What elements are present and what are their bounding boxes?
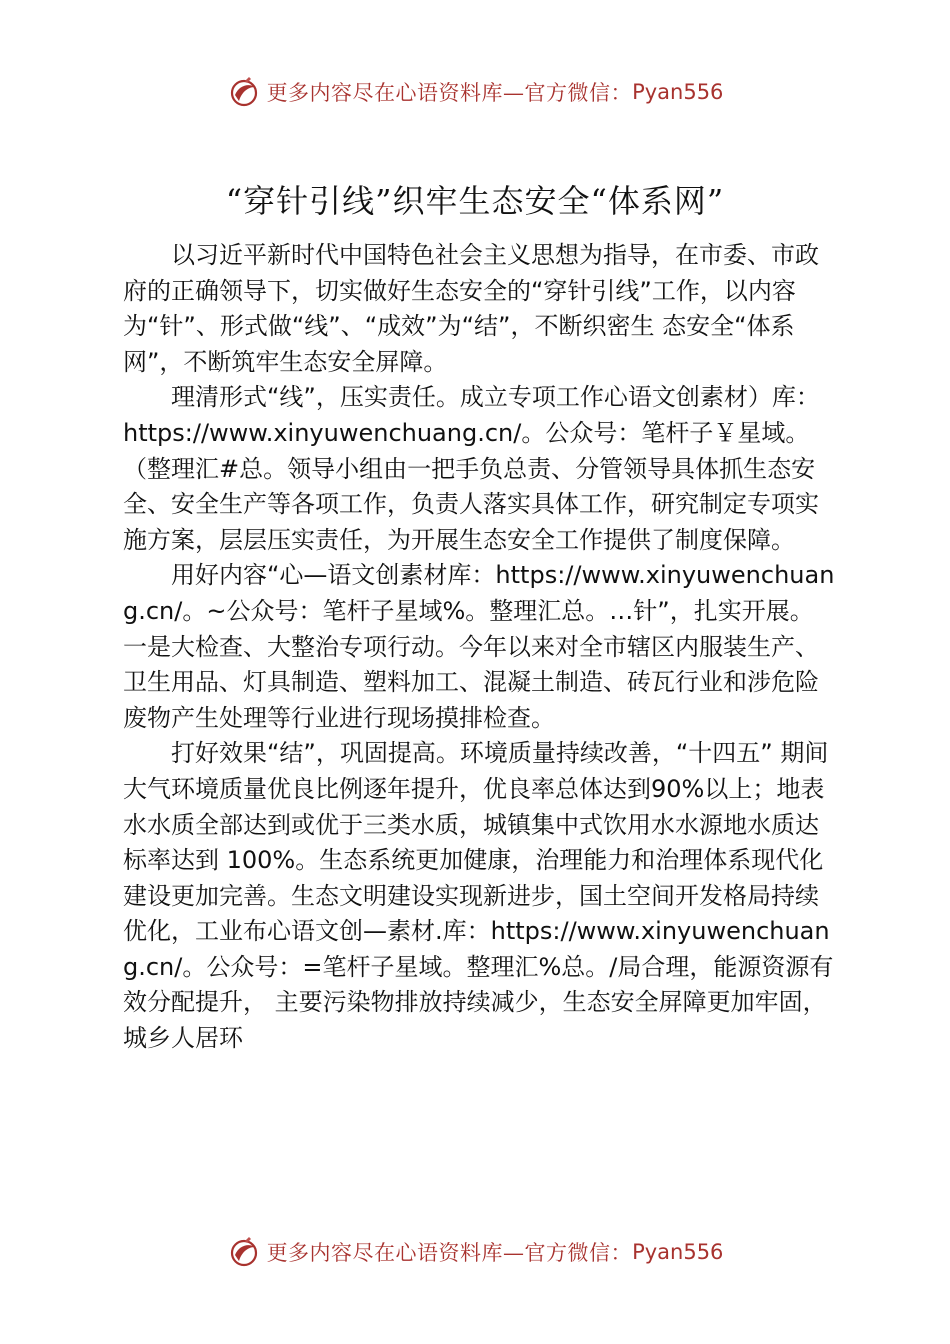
paragraph-content-needle: 用好内容“心—语文创素材库：https://www.xinyuwenchuang.cn/。~公众号：笔杆子星域%。整理汇总。…针”，扎实开展。一是大检查、大整治专项行动。今年以来对全市辖区内服装生产、卫生用品、灯具制造、塑料加工、混凝土制造、砖瓦行业和涉危险废物产生处理等行业进行现场摸排检查。: [123, 561, 835, 732]
brush-logo-icon: [227, 1235, 261, 1269]
brush-logo-icon: [227, 75, 261, 109]
footer-banner: [0, 1232, 950, 1272]
header-banner-handle: Pyan556: [632, 80, 724, 104]
footer-banner-handle: Pyan556: [632, 1240, 724, 1264]
document-body: [123, 238, 835, 1057]
paragraph-intro: 以习近平新时代中国特色社会主义思想为指导，在市委、市政府的正确领导下，切实做好生态安全的“穿针引线”工作，以内容为“针”、形式做“线”、“成效”为“结”，不断织密生 态安全“体系网”，不断筑牢生态安全屏障。: [123, 241, 819, 376]
header-banner: [0, 72, 950, 112]
paragraph-form-line: 理清形式“线”，压实责任。成立专项工作心语文创素材）库：https://www.xinyuwenchuang.cn/。公众号：笔杆子￥星域。（整理汇#总。领导小组由一把手负总责、分管领导具体抓生态安全、安全生产等各项工作，负责人落实具体工作，研究制定专项实施方案，层层压实责任，为开展生态安全工作提供了制度保障。: [123, 383, 820, 554]
paragraph-effect-knot: 打好效果“结”，巩固提高。环境质量持续改善，“十四五” 期间大气环境质量优良比例逐年提升，优良率总体达到90%以上；地表水水质全部达到或优于三类水质，城镇集中式饮用水水源地水质达标率达到 100%。生态系统更加健康，治理能力和治理体系现代化建设更加完善。生态文明建设实现新进步，国土空间开发格局持续优化，工业布心语文创—素材.库：https://www.xinyuwenchuang.cn/。公众号：=笔杆子星域。整理汇%总。/局合理，能源资源有效分配提升， 主要污染物排放持续减少，生态安全屏障更加牢固，城乡人居环: [123, 739, 834, 1053]
footer-banner-text: 更多内容尽在心语资料库—官方微信：: [266, 1241, 633, 1265]
document-title: “穿针引线”织牢生态安全“体系网”: [225, 182, 725, 220]
header-banner-text: 更多内容尽在心语资料库—官方微信：: [266, 81, 633, 105]
